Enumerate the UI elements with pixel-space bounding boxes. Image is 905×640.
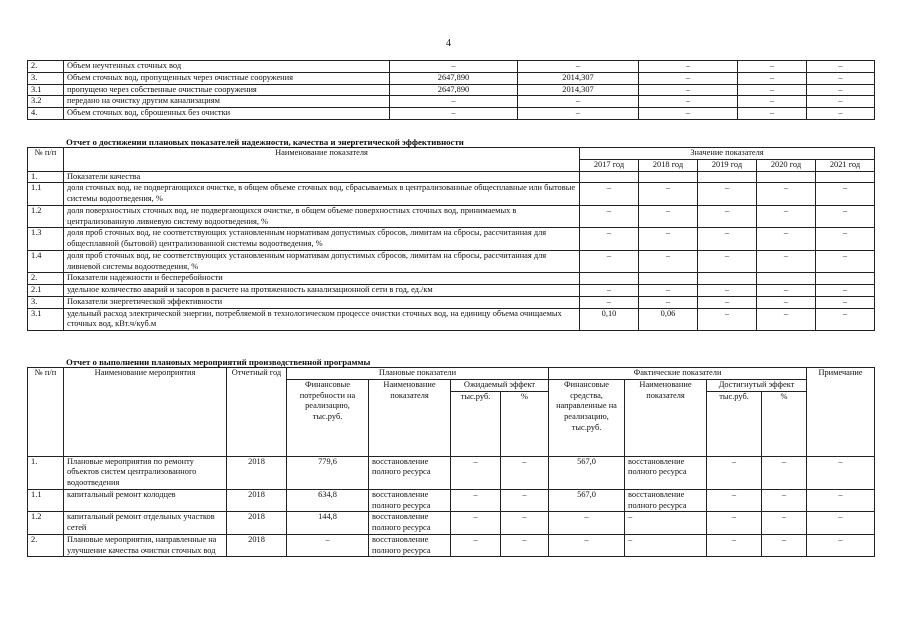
header-fact: Фактические показатели — [549, 368, 807, 380]
table-row — [28, 250, 875, 273]
value-cell: – — [738, 96, 807, 108]
row-num: 2. — [28, 61, 64, 73]
table-row — [28, 61, 875, 73]
row-num: 1.1 — [28, 183, 64, 206]
value-cell: 2014,307 — [518, 84, 639, 96]
achieved-pct-cell: – — [762, 512, 807, 535]
value-cell: – — [639, 72, 738, 84]
row-num: 1.2 — [28, 512, 64, 535]
value-cell: – — [816, 250, 875, 273]
value-cell: – — [580, 285, 639, 297]
achieved-rub-cell: – — [707, 456, 762, 489]
value-cell: – — [580, 296, 639, 308]
header-value: Значение показателя — [580, 148, 875, 160]
header-measure-name: Наименование мероприятия — [64, 368, 227, 457]
value-cell: – — [757, 296, 816, 308]
value-cell: – — [698, 183, 757, 206]
value-cell: 2647,890 — [390, 72, 518, 84]
value-cell: 2647,890 — [390, 84, 518, 96]
page-number: 4 — [446, 38, 451, 49]
fact-finance-cell: – — [549, 512, 625, 535]
row-name: передано на очистку другим канализациям — [64, 96, 390, 108]
table-row — [28, 72, 875, 84]
expected-rub-cell: – — [451, 456, 501, 489]
expected-pct-cell: – — [501, 456, 549, 489]
row-num: 1.4 — [28, 250, 64, 273]
value-cell: 0,10 — [580, 308, 639, 331]
year-cell: 2018 — [227, 456, 287, 489]
value-cell: – — [807, 84, 875, 96]
header-pct: % — [762, 391, 807, 456]
indicator-name: доля проб сточных вод, не соответствующих установленным нормативам допустимых сбросов, лимитам на сбросы, рассчитанная для ливневой системы водоотведения, % — [64, 250, 580, 273]
note-cell: – — [807, 489, 875, 512]
expected-pct-cell: – — [501, 489, 549, 512]
value-cell: – — [816, 308, 875, 331]
row-name: Объем сточных вод, сброшенных без очистки — [64, 108, 390, 120]
indicator-name: доля проб сточных вод, не соответствующих установленным нормативам допустимых сбросов, лимитам на сбросы, рассчитанная для общесплавной (бытовой) централизованной системы водоотведения, % — [64, 228, 580, 251]
value-cell: – — [807, 61, 875, 73]
fact-indicator-cell: восстановление полного ресурса — [625, 489, 707, 512]
value-cell: – — [816, 228, 875, 251]
table-row — [28, 96, 875, 108]
value-cell: – — [738, 61, 807, 73]
value-cell: – — [816, 285, 875, 297]
wastewater-volume-table — [27, 60, 875, 120]
section-title: Показатели надежности и бесперебойности — [64, 273, 580, 285]
expected-rub-cell: – — [451, 512, 501, 535]
achieved-rub-cell: – — [707, 512, 762, 535]
value-cell: – — [639, 108, 738, 120]
value-cell: – — [580, 183, 639, 206]
value-cell: – — [738, 84, 807, 96]
section-title: Показатели качества — [64, 171, 580, 183]
header-plan: Плановые показатели — [287, 368, 549, 380]
header-report-year: Отчетный год — [227, 368, 287, 457]
value-cell: – — [816, 205, 875, 228]
value-cell: – — [639, 183, 698, 206]
value-cell: – — [580, 205, 639, 228]
value-cell: – — [518, 61, 639, 73]
value-cell: – — [639, 250, 698, 273]
value-cell: – — [757, 250, 816, 273]
value-cell: – — [639, 228, 698, 251]
indicator-name: доля поверхностных сточных вод, не подвергающихся очистке, в общем объеме поверхностных сточных вод, принимаемых в централизованную ливневую систему водоотведения, % — [64, 205, 580, 228]
row-name: пропущено через собственные очистные сооружения — [64, 84, 390, 96]
expected-pct-cell: – — [501, 534, 549, 557]
header-year: 2021 год — [816, 159, 875, 171]
header-achieved-effect: Достигнутый эффект — [707, 379, 807, 391]
program-measures-table — [27, 367, 875, 557]
program-report-caption: Отчет о выполнении плановых мероприятий производственной программы — [66, 357, 371, 367]
fact-finance-cell: 567,0 — [549, 456, 625, 489]
indicator-name: доля сточных вод, не подвергающихся очистке, в общем объеме сточных вод, сбрасываемых в централизованные общесплавные или бытовые системы водоотведения, % — [64, 183, 580, 206]
fact-indicator-cell: восстановление полного ресурса — [625, 456, 707, 489]
section-num: 2. — [28, 273, 64, 285]
row-name: Объем неучтенных сточных вод — [64, 61, 390, 73]
value-cell: – — [698, 205, 757, 228]
fact-finance-cell: 567,0 — [549, 489, 625, 512]
plan-indicator-cell: восстановление полного ресурса — [369, 512, 451, 535]
achieved-pct-cell: – — [762, 456, 807, 489]
value-cell: – — [757, 285, 816, 297]
row-num: 2.1 — [28, 285, 64, 297]
value-cell: 2014,307 — [518, 72, 639, 84]
value-cell: – — [698, 228, 757, 251]
row-num: 3.1 — [28, 84, 64, 96]
value-cell: – — [816, 183, 875, 206]
header-num: № п/п — [28, 368, 64, 457]
value-cell: – — [698, 285, 757, 297]
indicator-name: удельное количество аварий и засоров в расчете на протяженность канализационной сети в год, ед./км — [64, 285, 580, 297]
header-rub: тыс.руб. — [451, 391, 501, 456]
value-cell: – — [807, 72, 875, 84]
table-row — [28, 456, 875, 489]
value-cell: – — [816, 296, 875, 308]
row-name: Объем сточных вод, пропущенных через очистные сооружения — [64, 72, 390, 84]
indicator-name: удельный расход электрической энергии, потребляемой в технологическом процессе очистки сточных вод, на единицу объема очищаемых сточных вод, кВт.ч/куб.м — [64, 308, 580, 331]
note-cell: – — [807, 512, 875, 535]
measure-name: капитальный ремонт отдельных участков сетей — [64, 512, 227, 535]
header-year: 2019 год — [698, 159, 757, 171]
value-cell: – — [639, 285, 698, 297]
value-cell: – — [757, 205, 816, 228]
header-indicator-name: Наименование показателя — [64, 148, 580, 172]
table-row — [28, 205, 875, 228]
header-fact-indicator: Наименование показателя — [625, 379, 707, 456]
header-num: № п/п — [28, 148, 64, 172]
plan-indicator-cell: восстановление полного ресурса — [369, 456, 451, 489]
header-expected-effect: Ожидаемый эффект — [451, 379, 549, 391]
value-cell: – — [390, 96, 518, 108]
expected-pct-cell: – — [501, 512, 549, 535]
value-cell: – — [738, 72, 807, 84]
value-cell: – — [639, 296, 698, 308]
expected-rub-cell: – — [451, 489, 501, 512]
table-row — [28, 534, 875, 557]
row-num: 1.1 — [28, 489, 64, 512]
fact-finance-cell: – — [549, 534, 625, 557]
row-num: 4. — [28, 108, 64, 120]
achieved-pct-cell: – — [762, 534, 807, 557]
year-cell: 2018 — [227, 512, 287, 535]
table-row — [28, 228, 875, 251]
plan-finance-cell: 779,6 — [287, 456, 369, 489]
expected-rub-cell: – — [451, 534, 501, 557]
value-cell: – — [698, 296, 757, 308]
table-row — [28, 183, 875, 206]
header-fact-finance: Финансовые средства, направленные на реализацию, тыс.руб. — [549, 379, 625, 456]
note-cell: – — [807, 456, 875, 489]
achieved-pct-cell: – — [762, 489, 807, 512]
table-row — [28, 108, 875, 120]
value-cell: – — [738, 108, 807, 120]
value-cell: – — [757, 308, 816, 331]
value-cell: – — [390, 108, 518, 120]
header-pct: % — [501, 391, 549, 456]
value-cell: – — [580, 250, 639, 273]
value-cell: 0,06 — [639, 308, 698, 331]
plan-indicator-cell: восстановление полного ресурса — [369, 534, 451, 557]
value-cell: – — [698, 250, 757, 273]
year-cell: 2018 — [227, 534, 287, 557]
value-cell: – — [639, 61, 738, 73]
value-cell: – — [390, 61, 518, 73]
fact-indicator-cell: – — [625, 512, 707, 535]
value-cell: – — [757, 183, 816, 206]
value-cell: – — [580, 228, 639, 251]
note-cell: – — [807, 534, 875, 557]
section-num: 3. — [28, 296, 64, 308]
row-num: 2. — [28, 534, 64, 557]
table-row — [28, 512, 875, 535]
fact-indicator-cell: – — [625, 534, 707, 557]
section-num: 1. — [28, 171, 64, 183]
row-num: 1.2 — [28, 205, 64, 228]
header-year: 2020 год — [757, 159, 816, 171]
plan-finance-cell: – — [287, 534, 369, 557]
plan-indicator-cell: восстановление полного ресурса — [369, 489, 451, 512]
value-cell: – — [807, 96, 875, 108]
value-cell: – — [639, 96, 738, 108]
measure-name: Плановые мероприятия, направленные на улучшение качества очистки сточных вод — [64, 534, 227, 557]
value-cell: – — [518, 96, 639, 108]
value-cell: – — [807, 108, 875, 120]
achieved-rub-cell: – — [707, 489, 762, 512]
header-rub: тыс.руб. — [707, 391, 762, 456]
indicators-table — [27, 147, 875, 331]
header-plan-finance: Финансовые потребности на реализацию, тыс.руб. — [287, 379, 369, 456]
year-cell: 2018 — [227, 489, 287, 512]
plan-finance-cell: 144,8 — [287, 512, 369, 535]
measure-name: капитальный ремонт колодцев — [64, 489, 227, 512]
plan-finance-cell: 634,8 — [287, 489, 369, 512]
row-num: 3.1 — [28, 308, 64, 331]
value-cell: – — [639, 84, 738, 96]
value-cell: – — [639, 205, 698, 228]
value-cell: – — [518, 108, 639, 120]
row-num: 1.3 — [28, 228, 64, 251]
reliability-report-caption: Отчет о достижении плановых показателей надежности, качества и энергетической эффективности — [66, 137, 464, 147]
table-row — [28, 84, 875, 96]
row-num: 3.2 — [28, 96, 64, 108]
header-note: Примечание — [807, 368, 875, 457]
header-year: 2017 год — [580, 159, 639, 171]
table-row — [28, 489, 875, 512]
measure-name: Плановые мероприятия по ремонту объектов систем централизованного водоотведения — [64, 456, 227, 489]
header-year: 2018 год — [639, 159, 698, 171]
row-num: 3. — [28, 72, 64, 84]
value-cell: – — [698, 308, 757, 331]
value-cell: – — [757, 228, 816, 251]
row-num: 1. — [28, 456, 64, 489]
section-title: Показатели энергетической эффективности — [64, 296, 580, 308]
header-plan-indicator: Наименование показателя — [369, 379, 451, 456]
achieved-rub-cell: – — [707, 534, 762, 557]
